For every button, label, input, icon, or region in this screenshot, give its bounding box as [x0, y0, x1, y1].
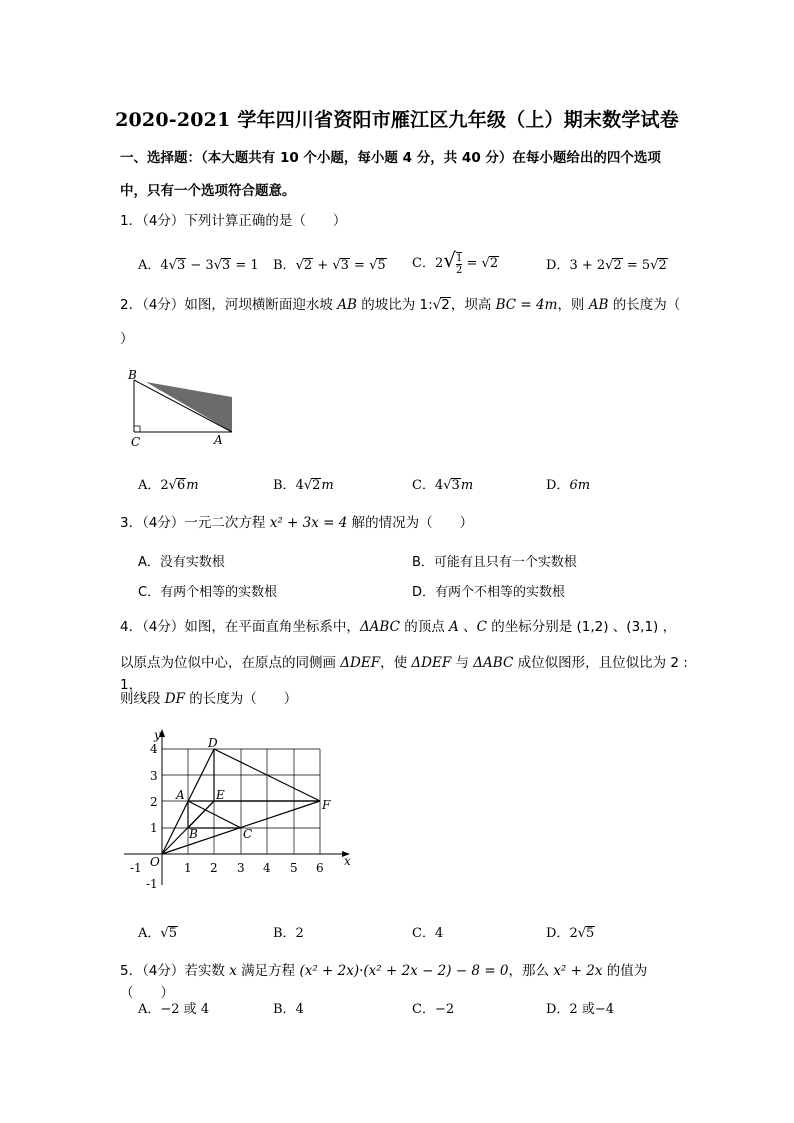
q3-stem-eq: x² + 3x = 4: [269, 515, 348, 531]
q4-line1-sep: 、: [458, 619, 477, 635]
q5-stem-mid: 满足方程: [236, 963, 300, 979]
q1-option-d-label: D．: [546, 258, 570, 273]
q4-xtick: 3: [237, 861, 245, 875]
q2-stem-line2: ）: [120, 331, 134, 347]
q4-option-d-label: D．: [546, 926, 570, 941]
section-heading: [120, 142, 680, 208]
q2-option-d-label: D．: [546, 478, 570, 493]
q2-stem-mid3: ，则: [557, 297, 589, 313]
q4-xtick: 2: [210, 861, 218, 875]
q4-line2-abc: ΔABC: [473, 655, 514, 671]
q2-option-b-label: B．: [273, 478, 296, 493]
question-3-stem: [120, 512, 690, 534]
q2-label-a: A: [214, 433, 223, 447]
q2-option-a-label: A．: [138, 478, 161, 493]
q5-stem-expr: x² + 2x: [553, 963, 603, 979]
q5-stem-pre: 5．（4分）若实数: [120, 963, 230, 979]
q2-label-b: B: [128, 368, 137, 382]
q4-line1-mid: 的顶点: [399, 619, 450, 635]
q4-ytick: 2: [150, 795, 158, 809]
q4-ytick: 1: [150, 821, 158, 835]
q4-line2-mid2: 与: [451, 655, 474, 671]
q3-stem-pre: 3．（4分）一元二次方程: [120, 515, 270, 531]
q4-y-label: y: [154, 728, 161, 742]
q4-coordinate-figure: [110, 725, 370, 900]
q2-stem-mid2: ，坝高: [450, 297, 496, 313]
q3-option-b: B．可能有且只有一个实数根: [412, 555, 577, 570]
q4-line-be: [188, 801, 214, 828]
q1-option-c-label: C．: [412, 256, 435, 271]
q1-option-c: C．2√ $\frac{1}{2}$ = √2: [412, 248, 499, 276]
q4-xtick: 1: [184, 861, 192, 875]
q5-stem-x: x: [229, 963, 237, 979]
q4-line2-def2: ΔDEF: [411, 655, 452, 671]
q4-line3-pre: 则线段: [120, 691, 165, 707]
q4-label-c: C: [243, 827, 253, 841]
q4-line2-pre: 以原点为位似中心，在原点的同侧画: [120, 655, 341, 671]
q4-xtick: -1: [130, 861, 142, 875]
q3-option-a: A．没有实数根: [138, 555, 225, 570]
q2-stem-pre: 2．（4分）如图，河坝横断面迎水坡: [120, 297, 338, 313]
q1-option-a-label: A．: [138, 258, 161, 273]
q4-option-b: B．2: [273, 926, 304, 941]
q4-xtick: 4: [263, 861, 271, 875]
q1-option-a: A．4√3 − 3√3 = 1: [138, 258, 259, 273]
q4-line3-end: 的长度为（ ）: [185, 691, 298, 707]
q4-option-a-label: A．: [138, 926, 161, 941]
q4-line3-df: DF: [164, 691, 185, 707]
q4-xtick: 6: [316, 861, 324, 875]
section-line-1: 一、选择题：（本大题共有 10 个小题，每小题 4 分，共 40 分）在每小题给出的四个选项: [120, 150, 661, 166]
q4-line2-end: 成位似图形，且位似比为 2 : 1，: [120, 655, 688, 693]
q4-line2-mid: ，使: [380, 655, 412, 671]
q2-option-c: C．4√3m: [412, 478, 474, 493]
q4-label-e: E: [216, 788, 225, 802]
q5-option-b: B．4: [273, 1002, 304, 1017]
q1-option-b: B．√2 + √3 = √5: [273, 258, 386, 273]
q4-label-a: A: [176, 788, 185, 802]
q3-option-c: C．有两个相等的实数根: [138, 585, 278, 600]
q4-xtick: 5: [290, 861, 298, 875]
q2-stem-mid: 的坡比为 1:: [356, 297, 433, 313]
q1-option-b-label: B．: [273, 258, 296, 273]
q2-dam-shaded: [146, 382, 232, 432]
q4-ytick: -1: [146, 877, 158, 891]
q5-stem-mid2: ，那么: [508, 963, 554, 979]
q2-option-c-label: C．: [412, 478, 435, 493]
q2-option-b: B．4√2m: [273, 478, 334, 493]
q1-option-d: D．3 + 2√2 = 5√2: [546, 258, 667, 273]
q2-stem-ab2: AB: [588, 297, 609, 313]
q5-option-d: D．2 或−4: [546, 1002, 614, 1017]
q4-label-d: D: [208, 736, 218, 750]
q5-stem-eq: (x² + 2x)·(x² + 2x − 2) − 8 = 0: [299, 963, 509, 979]
q4-ytick: 3: [150, 769, 158, 783]
q5-option-c: C．−2: [412, 1002, 455, 1017]
q4-line1-pre: 4．（4分）如图，在平面直角坐标系中，: [120, 619, 360, 635]
q2-stem-ab: AB: [337, 297, 357, 313]
q4-line1-a: A: [449, 619, 459, 635]
q2-stem-end: 的长度为（: [608, 297, 681, 313]
q3-stem-end: 解的情况为（ ）: [347, 515, 474, 531]
question-4-line-3: [120, 688, 690, 710]
section-line-2: 中，只有一个选项符合题意。: [120, 183, 296, 199]
q2-right-angle: [134, 426, 140, 432]
q5-stem-end: 的值为（ ）: [120, 963, 648, 1001]
question-4-line-1: [120, 616, 690, 638]
q3-option-d: D．有两个不相等的实数根: [412, 585, 566, 600]
q4-x-label: x: [344, 854, 351, 868]
page-title: 2020-2021 学年四川省资阳市雁江区九年级（上）期末数学试卷: [115, 109, 679, 131]
q4-option-c: C．4: [412, 926, 444, 941]
question-1-stem: 1．（4分）下列计算正确的是（ ）: [120, 213, 347, 229]
q2-dam-figure: [118, 362, 248, 454]
q4-label-f: F: [322, 798, 331, 812]
q4-line-ac: [188, 801, 241, 828]
question-2-stem: 2．（4分）如图，河坝横断面迎水坡 AB 的坡比为 1:√2，坝高 BC = 4m，则 AB 的长度为（: [120, 297, 681, 313]
q4-ytick: 4: [150, 742, 158, 756]
q4-label-b: B: [189, 827, 198, 841]
q4-line1-end: 的坐标分别是 (1,2) 、(3,1) ，: [486, 619, 677, 635]
q2-label-c: C: [131, 435, 141, 449]
q5-option-a: A．−2 或 4: [138, 1002, 210, 1017]
q2-option-a: A．2√6m: [138, 478, 199, 493]
q4-line1-abc: ΔABC: [359, 619, 400, 635]
q2-option-d-text: 6m: [569, 478, 591, 493]
q2-option-d: [546, 474, 590, 493]
q2-stem-bc: BC = 4m: [495, 297, 558, 313]
q4-line2-def: ΔDEF: [340, 655, 381, 671]
q4-option-d: D．2√5: [546, 926, 595, 941]
q4-origin-label: O: [150, 855, 160, 869]
q4-line1-c: C: [476, 619, 487, 635]
q4-option-a: A．√5: [138, 926, 177, 941]
